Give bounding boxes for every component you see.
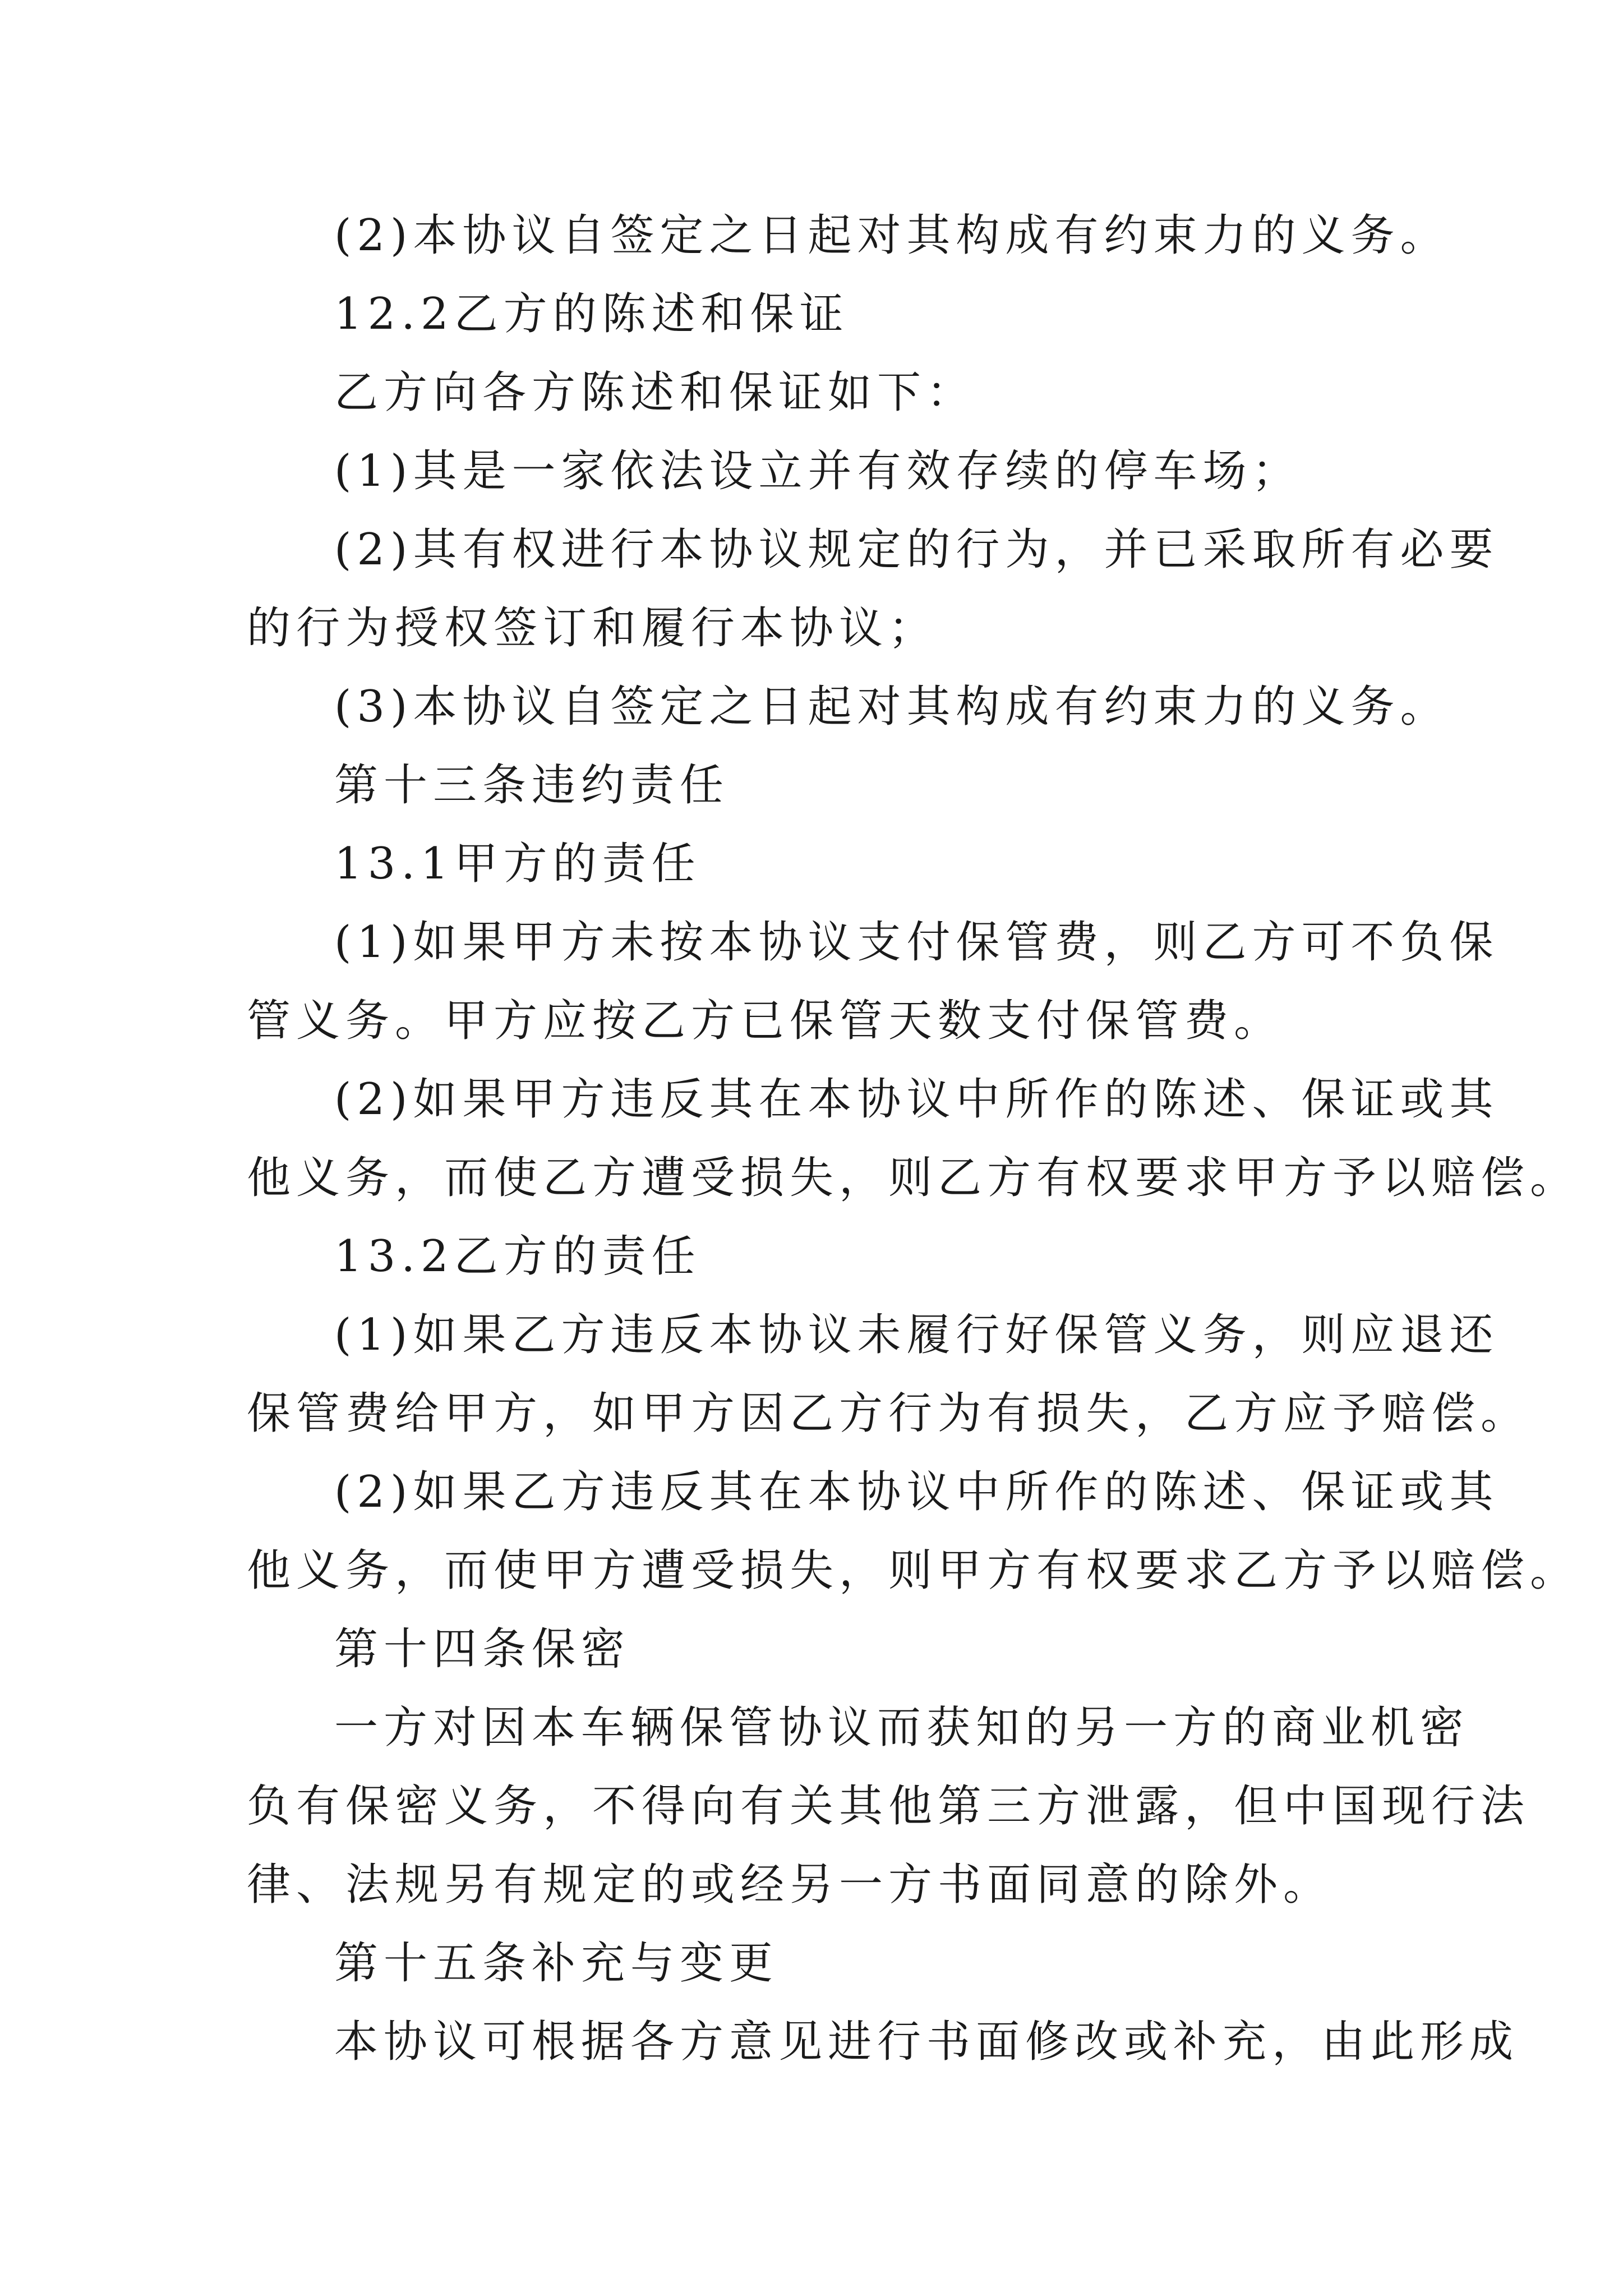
text-line: 负有保密义务，不得向有关其他第三方泄露，但中国现行法 (247, 1781, 1530, 1832)
text-line: 他义务，而使乙方遭受损失，则乙方有权要求甲方予以赔偿。 (247, 1153, 1580, 1203)
text-line: 律、法规另有规定的或经另一方书面同意的除外。 (247, 1860, 1333, 1910)
text-line: (1)其是一家依法设立并有效存续的停车场； (334, 446, 1302, 496)
text-line: (2)本协议自签定之日起对其构成有约束力的义务。 (334, 210, 1450, 261)
section-heading-13-2: 13.2乙方的责任 (334, 1231, 701, 1282)
text-line: 他义务，而使甲方遭受损失，则甲方有权要求乙方予以赔偿。 (247, 1545, 1580, 1596)
text-line: (2)如果乙方违反其在本协议中所作的陈述、保证或其 (334, 1467, 1499, 1517)
article-heading-14: 第十四条保密 (334, 1624, 631, 1674)
text-line: 保管费给甲方，如甲方因乙方行为有损失，乙方应予赔偿。 (247, 1388, 1530, 1439)
text-line: 的行为授权签订和履行本协议； (247, 603, 938, 654)
text-line: (1)如果甲方未按本协议支付保管费，则乙方可不负保 (334, 917, 1499, 968)
article-heading-15: 第十五条补充与变更 (334, 1938, 779, 1989)
text-line: 乙方向各方陈述和保证如下： (334, 367, 976, 418)
text-line: (2)其有权进行本协议规定的行为，并已采取所有必要 (334, 524, 1499, 575)
text-line: 管义务。甲方应按乙方已保管天数支付保管费。 (247, 996, 1284, 1046)
text-line: 一方对因本车辆保管协议而获知的另一方的商业机密 (334, 1703, 1470, 1753)
section-heading-12-2: 12.2乙方的陈述和保证 (334, 289, 849, 339)
section-heading-13-1: 13.1甲方的责任 (334, 839, 701, 889)
article-heading-13: 第十三条违约责任 (334, 760, 730, 811)
text-line: (2)如果甲方违反其在本协议中所作的陈述、保证或其 (334, 1074, 1499, 1125)
text-line: (1)如果乙方违反本协议未履行好保管义务，则应退还 (334, 1310, 1499, 1360)
text-line: (3)本协议自签定之日起对其构成有约束力的义务。 (334, 682, 1450, 732)
text-line: 本协议可根据各方意见进行书面修改或补充，由此形成 (334, 2017, 1519, 2067)
